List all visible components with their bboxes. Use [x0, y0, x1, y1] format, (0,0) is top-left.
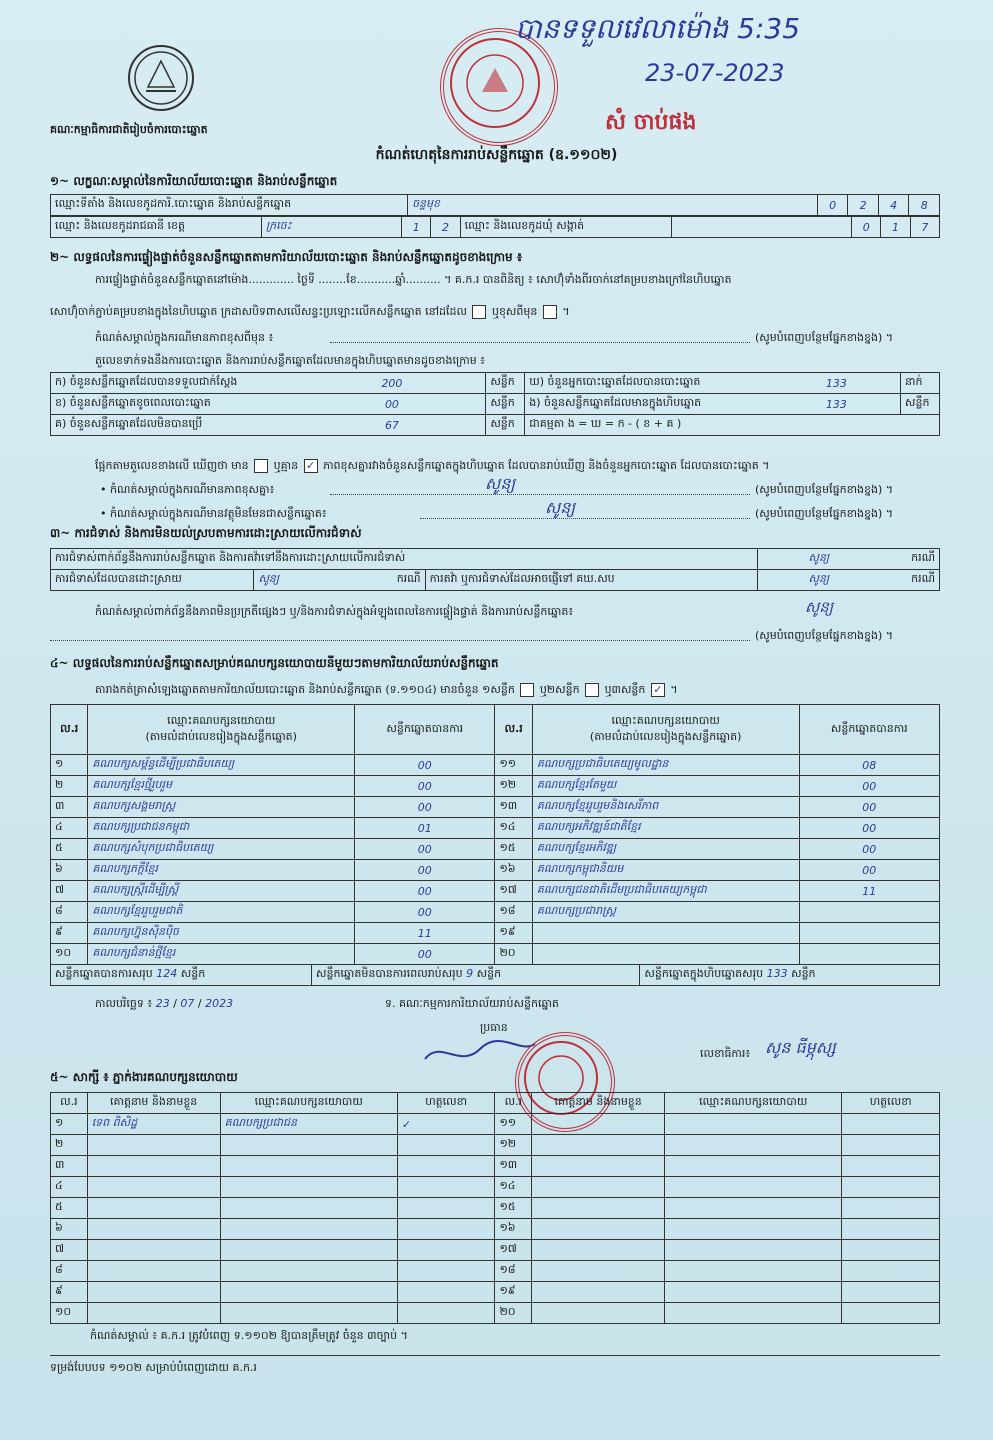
footer-divider	[50, 1355, 940, 1356]
location-label: ឈ្មោះទីតាំង និងលេខកូដការិ.បោះឆ្នោត និងរាប់សន្លឹកឆ្នោត	[51, 195, 408, 216]
witness-no-left: ១០	[51, 1303, 88, 1324]
witness-name-left	[87, 1177, 220, 1198]
results-no-right: ១៤	[495, 818, 532, 839]
witness-sign-right	[842, 1198, 940, 1219]
results-no-left: ៦	[51, 860, 88, 881]
chair-label: ប្រធាន	[480, 1021, 508, 1034]
totals-table	[50, 964, 940, 986]
results-party-right: គណបក្សអភិវឌ្ឍន៍ជាតិខ្មែរ	[532, 818, 799, 839]
witness-col-sign-left: ហត្ថលេខា	[397, 1093, 495, 1114]
appeal-label: ការតវ៉ា ឬការជំទាស់ដែលអាចផ្ញើទៅ គឃ.សប	[425, 570, 758, 591]
objection-table	[50, 548, 940, 591]
results-col-votes-left: សន្លឹកឆ្នោតបានការ	[355, 705, 495, 755]
unchanged-checkbox[interactable]	[472, 305, 486, 319]
witness-no-left: ៧	[51, 1240, 88, 1261]
bullet-difference-line	[330, 494, 750, 495]
commune-code-2: 1	[881, 217, 910, 238]
witness-row	[51, 1282, 940, 1303]
results-col-no-right: ល.រ	[495, 705, 532, 755]
results-votes-right: 00	[799, 839, 939, 860]
results-party-left: គណបក្សជំនាន់ថ្មីខ្មែរ	[88, 944, 355, 965]
witness-sign-right	[842, 1282, 940, 1303]
witness-party-right	[665, 1261, 842, 1282]
changed-checkbox[interactable]	[543, 305, 557, 319]
commune-label: ឈ្មោះ និងលេខកូដឃុំ សង្កាត់	[460, 217, 671, 238]
witness-row	[51, 1135, 940, 1156]
witness-party-right	[665, 1282, 842, 1303]
results-no-left: ៩	[51, 923, 88, 944]
province-code-1: 1	[402, 217, 431, 238]
results-votes-left: 01	[355, 818, 495, 839]
results-no-right: ១៣	[495, 797, 532, 818]
results-no-left: ៥	[51, 839, 88, 860]
witness-name-right	[532, 1303, 665, 1324]
commune-code-1: 0	[852, 217, 881, 238]
count-kha-value: 00	[299, 394, 486, 415]
witness-row	[51, 1303, 940, 1324]
province-value: ក្រចេះ	[261, 217, 401, 238]
compare-text: ផ្អែកតាមតួលេខខាងលើ ឃើញថា មាន	[95, 459, 249, 472]
results-votes-left: 00	[355, 776, 495, 797]
bullet-object-hint: (សូមបំពេញបន្ថែមផ្នែកខាងខ្នង) ។	[755, 507, 894, 520]
witness-no-left: ៦	[51, 1219, 88, 1240]
date-month: 07	[180, 997, 195, 1010]
witness-sign-left	[397, 1198, 495, 1219]
total-box-unit: សន្លឹក	[791, 967, 816, 980]
bullet-difference-value: សូន្យ	[485, 474, 516, 493]
witness-party-left	[220, 1240, 397, 1261]
witness-sign-left	[397, 1156, 495, 1177]
witness-no-right: ១៦	[495, 1219, 532, 1240]
witness-row	[51, 1114, 940, 1135]
form-title: កំណត់ហេតុនៃការរាប់សន្លឹកឆ្នោត (ឧ.១១០២)	[375, 147, 618, 163]
date-day: 23	[155, 997, 170, 1010]
results-votes-left: 00	[355, 860, 495, 881]
results-no-right: ២០	[495, 944, 532, 965]
witness-no-right: ១៩	[495, 1282, 532, 1303]
count-gho-label: ឃ) ចំនួនអ្នកបោះឆ្នោតដែលបានបោះឆ្នោត	[525, 373, 773, 394]
count-formula: ជាគម្មតា ង = ឃ = ក - ( ខ + គ )	[525, 415, 940, 436]
witness-party-left	[220, 1219, 397, 1240]
witness-name-right	[532, 1240, 665, 1261]
verification-paragraph-2-text: សោហ៊ុំចាក់ភ្ជាប់គម្របខាងក្នុងនៃហិបឆ្នោត ក្រដាសបិទពាសលើសន្ទះប្រឡោះលើកសន្លឹកឆ្នោត នៅដដែល	[50, 305, 467, 318]
count-ka-label: ក) ចំនួនសន្លឹកឆ្នោតដែលបានទទួលជាក់ស្តែង	[51, 373, 299, 394]
results-party-left: គណបក្សភក្ដីខ្មែរ	[88, 860, 355, 881]
irregularity-note-label: កំណត់សម្គាល់ពាក់ព័ន្ធនឹងភាពមិនប្រក្រតីផ្សេងៗ ឬ/និងការជំទាស់ក្នុងអំឡុងពេលនៃការផ្ទៀងផ្ទាត់ និងការរាប់សន្លឹកឆ្នោត៖	[95, 605, 574, 618]
results-no-right: ១៩	[495, 923, 532, 944]
results-no-right: ១២	[495, 776, 532, 797]
count-gho-unit: នាក់	[900, 373, 939, 394]
witness-col-party-left: ឈ្មោះគណបក្សនយោបាយ	[220, 1093, 397, 1114]
results-party-right	[532, 923, 799, 944]
verification-paragraph-2: សោហ៊ុំចាក់ភ្ជាប់គម្របខាងក្នុងនៃហិបឆ្នោត ក្រដាសបិទពាសលើសន្ទះប្រឡោះលើកសន្លឹកឆ្នោត នៅដដែល ឬខុសពីមុន ។	[50, 305, 570, 318]
witness-name-right	[532, 1156, 665, 1177]
results-votes-left: 00	[355, 839, 495, 860]
results-col-party-left	[88, 705, 355, 755]
counting-committee: ទ. គណៈកម្មការការិយាល័យរាប់សន្លឹកឆ្នោត	[385, 997, 559, 1010]
witness-party-right	[665, 1198, 842, 1219]
results-col-party-right	[532, 705, 799, 755]
section3-heading: ៣~ ការជំទាស់ និងការមិនយល់ស្របតាមការដោះស្រាយលើការជំទាស់	[50, 526, 362, 540]
results-votes-right: 00	[799, 776, 939, 797]
witness-table	[50, 1092, 940, 1324]
resolved-unit: ករណី	[396, 572, 421, 585]
results-no-left: ៣	[51, 797, 88, 818]
total-box-value: 133	[766, 967, 788, 980]
results-party-right: គណបក្សកម្ពុជានិយម	[532, 860, 799, 881]
count-ngo-unit: សន្លឹក	[900, 394, 939, 415]
count-ngo-value: 133	[773, 394, 901, 415]
total-valid-label: សន្លឹកឆ្នោតបានការសរុប	[55, 967, 153, 980]
emblem-logo	[128, 45, 194, 111]
count-ka-unit: សន្លឹក	[486, 373, 525, 394]
witness-col-name-left: គោត្តនាម និងនាមខ្លួន	[87, 1093, 220, 1114]
witness-no-left: ៤	[51, 1177, 88, 1198]
count-ngo-label: ង) ចំនួនសន្លឹកឆ្នោតដែលមានក្នុងហិបឆ្នោត	[525, 394, 773, 415]
witness-col-name-right: គោត្តនាម និងនាមខ្លួន	[532, 1093, 665, 1114]
witness-sign-right	[842, 1261, 940, 1282]
results-no-right: ១១	[495, 755, 532, 776]
difference-note-hint: (សូមបំពេញបន្ថែមផ្នែកខាងខ្នង) ។	[755, 331, 894, 344]
tally-sheet-line: តារាងកត់ត្រាសំឡេងឆ្នោតតាមការិយាល័យបោះឆ្នោត និងរាប់សន្លឹកឆ្នោត (ទ.១១០៤) មានចំនួន ១សន្លឹក ឬ២សន្លឹក ឬ៣សន្លឹក ✓ ។	[95, 683, 678, 696]
witness-name-left	[87, 1261, 220, 1282]
witness-party-left	[220, 1135, 397, 1156]
witness-no-right: ២០	[495, 1303, 532, 1324]
results-party-left: គណបក្សសម្ព័ន្ធដើម្បីប្រជាធិបតេយ្យ	[88, 755, 355, 776]
bullet-difference-label: • កំណត់សម្គាល់ក្នុងករណីមានភាពខុសគ្នា៖	[100, 483, 275, 496]
irregularity-note-line	[50, 640, 750, 641]
witness-party-right	[665, 1303, 842, 1324]
results-votes-right	[799, 902, 939, 923]
witness-name-right	[532, 1198, 665, 1219]
witness-col-sign-right: ហត្ថលេខា	[842, 1093, 940, 1114]
results-row	[51, 902, 940, 923]
witness-sign-right	[842, 1177, 940, 1198]
total-invalid-unit: សន្លឹក	[476, 967, 502, 980]
compare-option: ឬគ្មាន	[273, 459, 299, 472]
commune-code-3: 7	[910, 217, 939, 238]
results-col-party-left-title: ឈ្មោះគណបក្សនយោបាយ	[167, 713, 276, 727]
form-footer: ទម្រង់បែបបទ ១១០២ សម្រាប់បំពេញដោយ គ.ក.រ	[50, 1361, 257, 1374]
results-party-right: គណបក្សខ្មែររួបរួមនិងសេរីភាព	[532, 797, 799, 818]
location-code-2: 2	[848, 195, 879, 216]
handwritten-received-time: បានទទួលវេលាម៉ោង 5:35	[515, 12, 801, 45]
total-invalid-cell	[311, 965, 639, 986]
has-difference-checkbox[interactable]	[254, 459, 268, 473]
total-valid-cell	[51, 965, 312, 986]
witness-no-left: ១	[51, 1114, 88, 1135]
witness-name-left	[87, 1135, 220, 1156]
counts-table	[50, 372, 940, 436]
results-votes-left: 00	[355, 755, 495, 776]
results-col-no-left: ល.រ	[51, 705, 88, 755]
witness-sign-left: ✓	[397, 1114, 495, 1135]
results-party-right: គណបក្សប្រជាធិបតេយ្យមូលដ្ឋាន	[532, 755, 799, 776]
three-sheet-checkbox[interactable]: ✓	[651, 683, 665, 697]
witness-no-right: ១៥	[495, 1198, 532, 1219]
witness-sign-right	[842, 1135, 940, 1156]
witness-name-right	[532, 1219, 665, 1240]
results-row	[51, 839, 940, 860]
location-table	[50, 194, 940, 216]
witness-row	[51, 1198, 940, 1219]
witness-sign-left	[397, 1303, 495, 1324]
results-votes-left: 00	[355, 797, 495, 818]
count-kha-unit: សន្លឹក	[486, 394, 525, 415]
witness-no-left: ៩	[51, 1282, 88, 1303]
witness-party-left	[220, 1156, 397, 1177]
results-row	[51, 923, 940, 944]
results-votes-left: 11	[355, 923, 495, 944]
witness-party-left	[220, 1198, 397, 1219]
count-ka-value: 200	[299, 373, 486, 394]
witness-sign-left	[397, 1219, 495, 1240]
count-gho-value: 133	[773, 373, 901, 394]
witness-party-right	[665, 1177, 842, 1198]
location-code-1: 0	[817, 195, 848, 216]
witness-name-right	[532, 1261, 665, 1282]
results-party-right: គណបក្សប្រជារាស្ត្រ	[532, 902, 799, 923]
witness-no-right: ១៨	[495, 1261, 532, 1282]
results-no-left: ១០	[51, 944, 88, 965]
results-col-party-left-sub: (តាមលំដាប់លេខរៀងក្នុងសន្លឹកឆ្នោត)	[145, 729, 297, 743]
results-row	[51, 881, 940, 902]
witness-row	[51, 1240, 940, 1261]
witness-no-right: ១២	[495, 1135, 532, 1156]
results-no-right: ១៦	[495, 860, 532, 881]
results-votes-right: 00	[799, 818, 939, 839]
count-ko-value: 67	[299, 415, 486, 436]
section5-heading: ៥~ សាក្សី ៖ ភ្នាក់ងារគណបក្សនយោបាយ	[50, 1070, 238, 1084]
results-row	[51, 860, 940, 881]
section2-heading: ២~ លទ្ធផលនៃការផ្ទៀងផ្ទាត់ចំនួនសន្លឹកឆ្នោតតាមការិយាល័យបោះឆ្នោត និងរាប់សន្លឹកឆ្នោតដូចខាងក្រោម ៖	[50, 250, 523, 264]
witness-name-right	[532, 1135, 665, 1156]
results-no-left: ៨	[51, 902, 88, 923]
objection-label: ការជំទាស់ពាក់ព័ន្ធនឹងការរាប់សន្លឹកឆ្នោត និងការតវ៉ាទៅនឹងការដោះស្រាយលើការជំទាស់	[51, 549, 758, 570]
witness-sign-left	[397, 1135, 495, 1156]
objection-value: សូន្យ	[758, 549, 880, 570]
figures-intro: តួលេខទាក់ទងនឹងការបោះឆ្នោត និងការរាប់សន្លឹកឆ្នោតដែលមានក្នុងហិបឆ្នោតមានដូចខាងក្រោម ៖	[95, 354, 486, 367]
committee-name: គណៈកម្មាធិការជាតិរៀបចំការបោះឆ្នោត	[50, 123, 208, 136]
witness-sign-left	[397, 1261, 495, 1282]
verification-paragraph-1: ការផ្ទៀងផ្ទាត់ចំនួនសន្លឹកឆ្នោតនៅម៉ោង............. ថ្ងៃទី ........ខែ...........ឆ្នាំ.......... ។ គ.ក.រ បានពិនិត្យ ៖ សោហ៊ុំទាំងពីរចាក់នៅគម្របខាងក្រៅនៃហិបឆ្នោត	[95, 273, 732, 286]
witness-no-right: ១៤	[495, 1177, 532, 1198]
no-difference-checkbox[interactable]: ✓	[304, 459, 318, 473]
province-label: ឈ្មោះ និងលេខកូដរាជធានី ខេត្ត	[51, 217, 262, 238]
results-votes-right: 11	[799, 881, 939, 902]
witness-name-right	[532, 1114, 665, 1135]
section1-heading: ១~ លក្ខណៈសម្គាល់នៃការិយាល័យបោះឆ្នោត និងរាប់សន្លឹកឆ្នោត	[50, 174, 338, 188]
results-votes-right: 08	[799, 755, 939, 776]
province-table	[50, 216, 940, 238]
witness-no-left: ៨	[51, 1261, 88, 1282]
witness-no-left: ២	[51, 1135, 88, 1156]
total-invalid-value: 9	[466, 967, 474, 980]
results-votes-right: 00	[799, 797, 939, 818]
witness-name-left	[87, 1282, 220, 1303]
witness-party-left	[220, 1282, 397, 1303]
results-row	[51, 797, 940, 818]
irregularity-note-hint: (សូមបំពេញបន្ថែមផ្នែកខាងខ្នង) ។	[755, 629, 894, 642]
difference-note-label: កំណត់សម្គាល់ក្នុងករណីមានភាពខុសពីមុន ៖	[95, 331, 274, 344]
results-votes-left: 00	[355, 881, 495, 902]
results-party-right: គណបក្សជនជាតិដើមប្រជាធិបតេយ្យកម្ពុជា	[532, 881, 799, 902]
results-no-right: ១៧	[495, 881, 532, 902]
witness-party-right	[665, 1219, 842, 1240]
witness-col-no-right: ល.រ	[495, 1093, 532, 1114]
witness-name-left	[87, 1303, 220, 1324]
witness-no-right: ១១	[495, 1114, 532, 1135]
witness-name-left	[87, 1198, 220, 1219]
section4-heading: ៤~ លទ្ធផលនៃការរាប់សន្លឹកឆ្នោតសម្រាប់គណបក្សនយោបាយនីមួយៗតាមការិយាល័យរាប់សន្លឹកឆ្នោត	[50, 656, 499, 670]
results-no-left: ៤	[51, 818, 88, 839]
handwritten-date: 23-07-2023	[645, 59, 785, 87]
bullet-difference-hint: (សូមបំពេញបន្ថែមផ្នែកខាងខ្នង) ។	[755, 483, 894, 496]
compare-line	[95, 458, 769, 473]
results-party-left: គណបក្សសង្គមរាស្ត្រ	[88, 797, 355, 818]
bullet-object-label: • កំណត់សម្គាល់ក្នុងករណីមានវត្ថុមិនមែនជាសន្លឹកឆ្នោត៖	[100, 507, 327, 520]
location-value: ចន្ទមុខ	[408, 195, 818, 216]
results-votes-right: 00	[799, 860, 939, 881]
total-box-label: សន្លឹកឆ្នោតក្នុងហិបឆ្នោតសរុប	[644, 967, 764, 980]
results-party-right	[532, 944, 799, 965]
witness-row	[51, 1156, 940, 1177]
results-no-right: ១៨	[495, 902, 532, 923]
count-ko-label: គ) ចំនួនសន្លឹកឆ្នោតដែលមិនបានប្រើ	[51, 415, 299, 436]
bullet-object-line	[420, 518, 750, 519]
objection-unit: ករណី	[879, 549, 939, 570]
one-sheet-checkbox[interactable]	[520, 683, 534, 697]
witness-name-left	[87, 1156, 220, 1177]
witness-no-left: ៣	[51, 1156, 88, 1177]
witness-name-right	[532, 1282, 665, 1303]
witness-party-right	[665, 1156, 842, 1177]
results-no-left: ១	[51, 755, 88, 776]
witness-row	[51, 1177, 940, 1198]
total-valid-value: 124	[156, 967, 178, 980]
witness-party-right	[665, 1240, 842, 1261]
urgent-label: សំ ចាប់ផង	[605, 110, 697, 135]
witness-no-right: ១៣	[495, 1156, 532, 1177]
witness-sign-right	[842, 1219, 940, 1240]
witness-col-party-right: ឈ្មោះគណបក្សនយោបាយ	[665, 1093, 842, 1114]
results-votes-right	[799, 923, 939, 944]
difference-note-line	[330, 342, 750, 343]
resolved-value-cell	[254, 570, 425, 591]
date-label: កាលបរិច្ឆេទ ៖	[95, 997, 153, 1010]
secretary-label: លេខាធិការ៖	[700, 1047, 751, 1060]
results-no-left: ២	[51, 776, 88, 797]
results-col-party-right-sub: (តាមលំដាប់លេខរៀងក្នុងសន្លឹកឆ្នោត)	[589, 729, 742, 743]
results-party-left: គណបក្សហ្វ៊ុនស៊ិនប៉ិច	[88, 923, 355, 944]
witness-row	[51, 1261, 940, 1282]
commune-value	[671, 217, 852, 238]
witness-no-left: ៥	[51, 1198, 88, 1219]
witness-party-left	[220, 1303, 397, 1324]
results-row	[51, 755, 940, 776]
witness-name-right	[532, 1177, 665, 1198]
count-kha-label: ខ) ចំនួនសន្លឹកឆ្នោតខូចពេលបោះឆ្នោត	[51, 394, 299, 415]
results-row	[51, 944, 940, 965]
date-year: 2023	[205, 997, 234, 1010]
total-box-cell	[640, 965, 940, 986]
results-party-right: គណបក្សខ្មែរអភិវឌ្ឍ	[532, 839, 799, 860]
irregularity-note-value: សូន្យ	[805, 598, 834, 616]
witness-name-left: ទេព ពិសិដ្ឋ	[87, 1114, 220, 1135]
appeal-unit: ករណី	[879, 570, 939, 591]
witness-row	[51, 1219, 940, 1240]
secretary-signature: សូន ធីម្ភុស្ស	[765, 1038, 836, 1057]
witness-party-left: គណបក្សប្រជាជន	[220, 1114, 397, 1135]
witness-party-right	[665, 1114, 842, 1135]
results-party-left: គណបក្សសំបុកប្រជាធិបតេយ្យ	[88, 839, 355, 860]
results-table	[50, 704, 940, 965]
total-valid-unit: សន្លឹក	[180, 967, 206, 980]
two-sheet-label: ឬ២សន្លឹក	[539, 683, 580, 696]
results-row	[51, 776, 940, 797]
footnote: កំណត់សម្គាល់ ៖ គ.ក.រ ត្រូវបំពេញ ទ.១១០២ ឱ្យបានត្រឹមត្រូវ ចំនួន ៣ច្បាប់ ។	[90, 1329, 408, 1342]
results-col-votes-right: សន្លឹកឆ្នោតបានការ	[799, 705, 939, 755]
province-code-2: 2	[431, 217, 460, 238]
results-party-left: គណបក្សខ្មែររួបរួមជាតិ	[88, 902, 355, 923]
witness-name-left	[87, 1219, 220, 1240]
witness-party-left	[220, 1261, 397, 1282]
witness-party-right	[665, 1135, 842, 1156]
results-party-left: គណបក្សខ្មែរថ្មីរួបរួម	[88, 776, 355, 797]
results-no-left: ៧	[51, 881, 88, 902]
witness-sign-right	[842, 1303, 940, 1324]
results-row	[51, 818, 940, 839]
witness-sign-right	[842, 1114, 940, 1135]
results-col-party-right-title: ឈ្មោះគណបក្សនយោបាយ	[611, 713, 720, 727]
bullet-object-value: សូន្យ	[545, 498, 576, 517]
two-sheet-checkbox[interactable]	[585, 683, 599, 697]
date-line: កាលបរិច្ឆេទ ៖ 23 / 07 / 2023	[95, 997, 234, 1010]
witness-no-right: ១៧	[495, 1240, 532, 1261]
results-party-right: គណបក្សខ្មែរតែមួយ	[532, 776, 799, 797]
witness-name-left	[87, 1240, 220, 1261]
witness-sign-left	[397, 1282, 495, 1303]
appeal-value: សូន្យ	[758, 570, 880, 591]
count-ko-unit: សន្លឹក	[486, 415, 525, 436]
results-votes-right	[799, 944, 939, 965]
witness-sign-right	[842, 1156, 940, 1177]
three-sheet-label: ឬ៣សន្លឹក	[604, 683, 646, 696]
witness-sign-left	[397, 1240, 495, 1261]
results-party-left: គណបក្សប្រជាជនកម្ពុជា	[88, 818, 355, 839]
witness-sign-left	[397, 1177, 495, 1198]
resolved-value: សូន្យ	[258, 572, 280, 585]
results-votes-left: 00	[355, 902, 495, 923]
resolved-label: ការជំទាស់ដែលបានដោះស្រាយ	[51, 570, 254, 591]
results-no-right: ១៥	[495, 839, 532, 860]
total-invalid-label: សន្លឹកឆ្នោតមិនបានការពេលរាប់សរុប	[315, 967, 463, 980]
results-party-left: គណបក្សស្ត្រីដើម្បីស្ត្រី	[88, 881, 355, 902]
witness-col-no-left: ល.រ	[51, 1093, 88, 1114]
location-code-3: 4	[878, 195, 909, 216]
tally-sheet-text: តារាងកត់ត្រាសំឡេងឆ្នោតតាមការិយាល័យបោះឆ្នោត និងរាប់សន្លឹកឆ្នោត (ទ.១១០៤) មានចំនួន ១សន្លឹក	[95, 683, 515, 696]
changed-option-label: ឬខុសពីមុន	[491, 305, 538, 318]
compare-rest: ភាពខុសគ្នារវាងចំនួនសន្លឹកឆ្នោតក្នុងហិបឆ្នោត ដែលបានរាប់ឃើញ និងចំនួនអ្នកបោះឆ្នោត ដែលបានបោះឆ្នោត ។	[323, 459, 770, 472]
witness-sign-right	[842, 1240, 940, 1261]
witness-party-left	[220, 1177, 397, 1198]
witness-body	[51, 1114, 940, 1324]
results-votes-left: 00	[355, 944, 495, 965]
results-body	[51, 755, 940, 965]
location-code-4: 8	[909, 195, 940, 216]
